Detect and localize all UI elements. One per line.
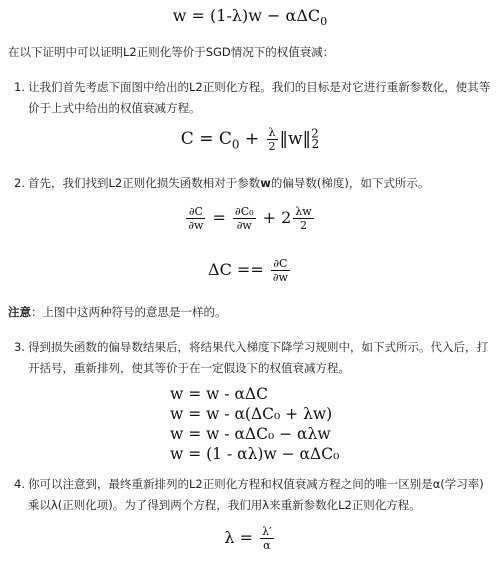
grad-eq: = — [212, 208, 226, 227]
top-equation-sub: 0 — [320, 15, 328, 29]
step2-text-b: 的偏导数(梯度)，如下式所示。 — [270, 176, 430, 190]
l2-eq-lhs: C = C — [180, 129, 232, 149]
derivation-line-4: w = (1 - αλ)w − αΔC₀ — [170, 445, 340, 463]
delta-equation — [0, 257, 500, 284]
lambda-d: α — [263, 539, 271, 552]
lambda-lhs: λ = — [224, 528, 254, 547]
top-equation — [0, 6, 500, 28]
grad-d1: ∂w — [188, 219, 204, 232]
note-body: ：上图中这两种符号的意思是一样的。 — [31, 305, 227, 319]
l2-eq-frac-den: 2 — [268, 140, 276, 153]
grad-n2: ∂C₀ — [235, 205, 254, 218]
derivation-line-2: w = w - α(ΔC₀ + λw) — [170, 405, 333, 423]
grad-d3: 2 — [299, 219, 307, 232]
step2-text-a: 首先，我们找到L2正则化损失函数相对于参数 — [28, 176, 261, 190]
grad-d2: ∂w — [236, 219, 252, 232]
grad-n3: λw — [295, 205, 312, 218]
grad-plus: + 2 — [262, 208, 292, 227]
delta-n: ∂C — [271, 257, 290, 271]
delta-d: ∂w — [272, 271, 288, 284]
step2-number: 2. — [14, 176, 25, 190]
step1-number: 1. — [14, 80, 25, 94]
step2-bold-w: w — [260, 176, 271, 190]
lambda-equation — [0, 525, 500, 552]
step3-text: 得到损失函数的偏导数结果后，将结果代入梯度下降学习规则中，如下式所示。代入后，打开括号，重新排列，使其等价于在一定假设下的权值衰减方程。 — [28, 340, 488, 375]
step4-number: 4. — [14, 477, 25, 491]
l2-eq-norm: ‖w‖ — [279, 129, 312, 149]
grad-frac-1 — [186, 205, 205, 232]
delta-frac — [271, 257, 290, 284]
step2-text — [28, 173, 494, 194]
l2-eq-sub0: 0 — [231, 137, 240, 152]
step4-text: 你可以注意到，最终重新排列的L2正则化方程和权值衰减方程之间的唯一区别是α(学习率)乘以λ(正则化项)。为了得到两个方程，我们用λ来重新参数化L2正则化方程。 — [28, 477, 484, 512]
top-equation-lhs: w = (1-λ)w − αΔC — [172, 6, 321, 25]
l2-eq-frac-num: λ — [267, 126, 278, 140]
l2-eq-plus: + — [244, 129, 260, 149]
l2-eq-fraction — [267, 126, 278, 153]
grad-n1: ∂C — [186, 205, 205, 219]
step1-text: 让我们首先考虑下面图中给出的L2正则化方程。我们的目标是对它进行重新参数化，使其等价于上式中给出的权值衰减方程。 — [28, 80, 491, 115]
derivation-line-1: w = w - αΔC — [170, 385, 268, 403]
derivation-lines — [170, 384, 339, 464]
derivation-line-3: w = w - αΔC₀ − αλw — [170, 425, 331, 443]
step3-number: 3. — [14, 340, 25, 354]
grad-frac-2 — [233, 205, 256, 232]
note-label: 注意 — [8, 305, 31, 319]
grad-frac-3 — [293, 205, 313, 232]
lambda-n: λ′ — [262, 525, 272, 538]
note-text — [8, 302, 498, 323]
l2-eq-sub2: 2 — [311, 137, 320, 152]
delta-lhs: ΔC == — [208, 260, 264, 279]
intro-text: 在以下证明中可以证明L2正则化等价于SGD情况下的权值衰减： — [8, 45, 335, 59]
lambda-frac — [260, 525, 273, 552]
l2-eq-sup: 2 — [311, 126, 319, 141]
gradient-equation — [0, 205, 500, 232]
l2-equation — [0, 126, 500, 153]
